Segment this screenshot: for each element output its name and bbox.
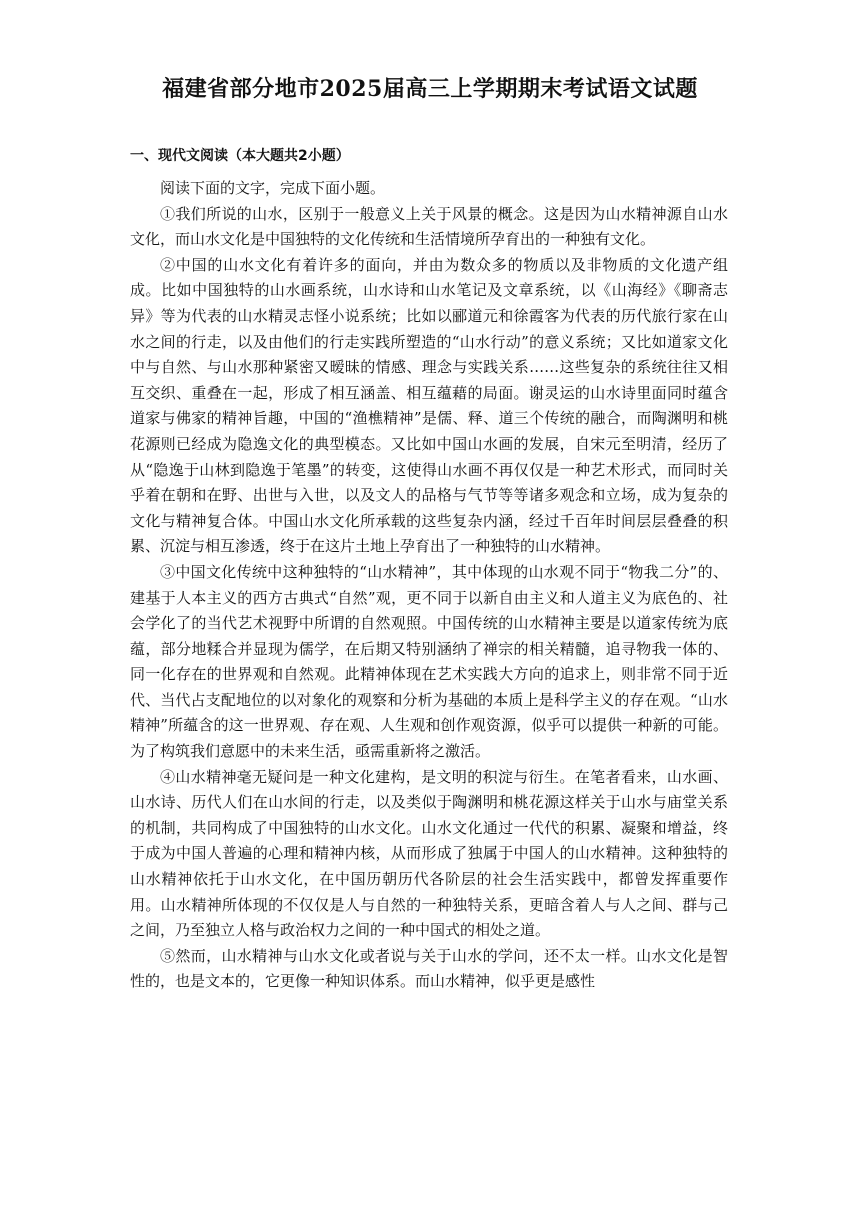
reading-passage [130, 176, 728, 995]
paragraph-1: ①我们所说的山水，区别于一般意义上关于风景的概念。这是因为山水精神源自山水文化，而山水文化是中国独特的文化传统和生活情境所孕育出的一种独有文化。 [130, 204, 728, 249]
paragraph-3: ③中国文化传统中这种独特的“山水精神”，其中体现的山水观不同于“物我二分”的、建基于人本主义的西方古典式“自然”观，更不同于以新自由主义和人道主义为底色的、社会学化了的当代艺术视野中所谓的自然观照。中国传统的山水精神主要是以道家传统为底蕴，部分地糅合并显现为儒学，在后期又特别涵纳了禅宗的相关精髓，追寻物我一体的、同一化存在的世界观和自然观。此精神体现在艺术实践大方向的追求上，则非常不同于近代、当代占支配地位的以对象化的观察和分析为基础的本质上是科学主义的存在观。“山水精神”所蕴含的这一世界观、存在观、人生观和创作观资源，似乎可以提供一种新的可能。为了构筑我们意愿中的未来生活，亟需重新将之激活。 [130, 562, 728, 761]
paragraph-2: ②中国的山水文化有着许多的面向，并由为数众多的物质以及非物质的文化遗产组成。比如中国独特的山水画系统，山水诗和山水笔记及文章系统，以《山海经》《聊斋志异》等为代表的山水精灵志怪小说系统；比如以郦道元和徐霞客为代表的历代旅行家在山水之间的行走，以及由他们的行走实践所塑造的“山水行动”的意义系统；又比如道家文化中与自然、与山水那种紧密又暧昧的情感、理念与实践关系……这些复杂的系统往往又相互交织、重叠在一起，形成了相互涵盖、相互蕴藉的局面。谢灵运的山水诗里面同时蕴含道家与佛家的精神旨趣，中国的“渔樵精神”是儒、释、道三个传统的融合，而陶渊明和桃花源则已经成为隐逸文化的典型模态。又比如中国山水画的发展，自宋元至明清，经历了从“隐逸于山林到隐逸于笔墨”的转变，这使得山水画不再仅仅是一种艺术形式，而同时关乎着在朝和在野、出世与入世，以及文人的品格与气节等等诸多观念和立场，成为复杂的文化与精神复合体。中国山水文化所承载的这些复杂内涵，经过千百年时间层层叠叠的积累、沉淀与相互渗透，终于在这片土地上孕育出了一种独特的山水精神。 [130, 255, 728, 556]
instruction-text: 阅读下面的文字，完成下面小题。 [160, 179, 386, 197]
document-title: 福建省部分地市2025届高三上学期期末考试语文试题 [162, 76, 698, 102]
section-heading: 一、现代文阅读（本大题共2小题） [130, 148, 350, 164]
paragraph-5: ⑤然而，山水精神与山水文化或者说与关于山水的学问，还不太一样。山水文化是智性的，也是文本的，它更像一种知识体系。而山水精神，似乎更是感性 [130, 946, 728, 991]
paragraph-4: ④山水精神毫无疑问是一种文化建构，是文明的积淀与衍生。在笔者看来，山水画、山水诗、历代人们在山水间的行走，以及类似于陶渊明和桃花源这样关于山水与庙堂关系的机制，共同构成了中国独特的山水文化。山水文化通过一代代的积累、凝聚和增益，终于成为中国人普遍的心理和精神内核，从而形成了独属于中国人的山水精神。这种独特的山水精神依托于山水文化，在中国历朝历代各阶层的社会生活实践中，都曾发挥重要作用。山水精神所体现的不仅仅是人与自然的一种独特关系，更暗含着人与人之间、群与己之间，乃至独立人格与政治权力之间的一种中国式的相处之道。 [130, 767, 728, 940]
